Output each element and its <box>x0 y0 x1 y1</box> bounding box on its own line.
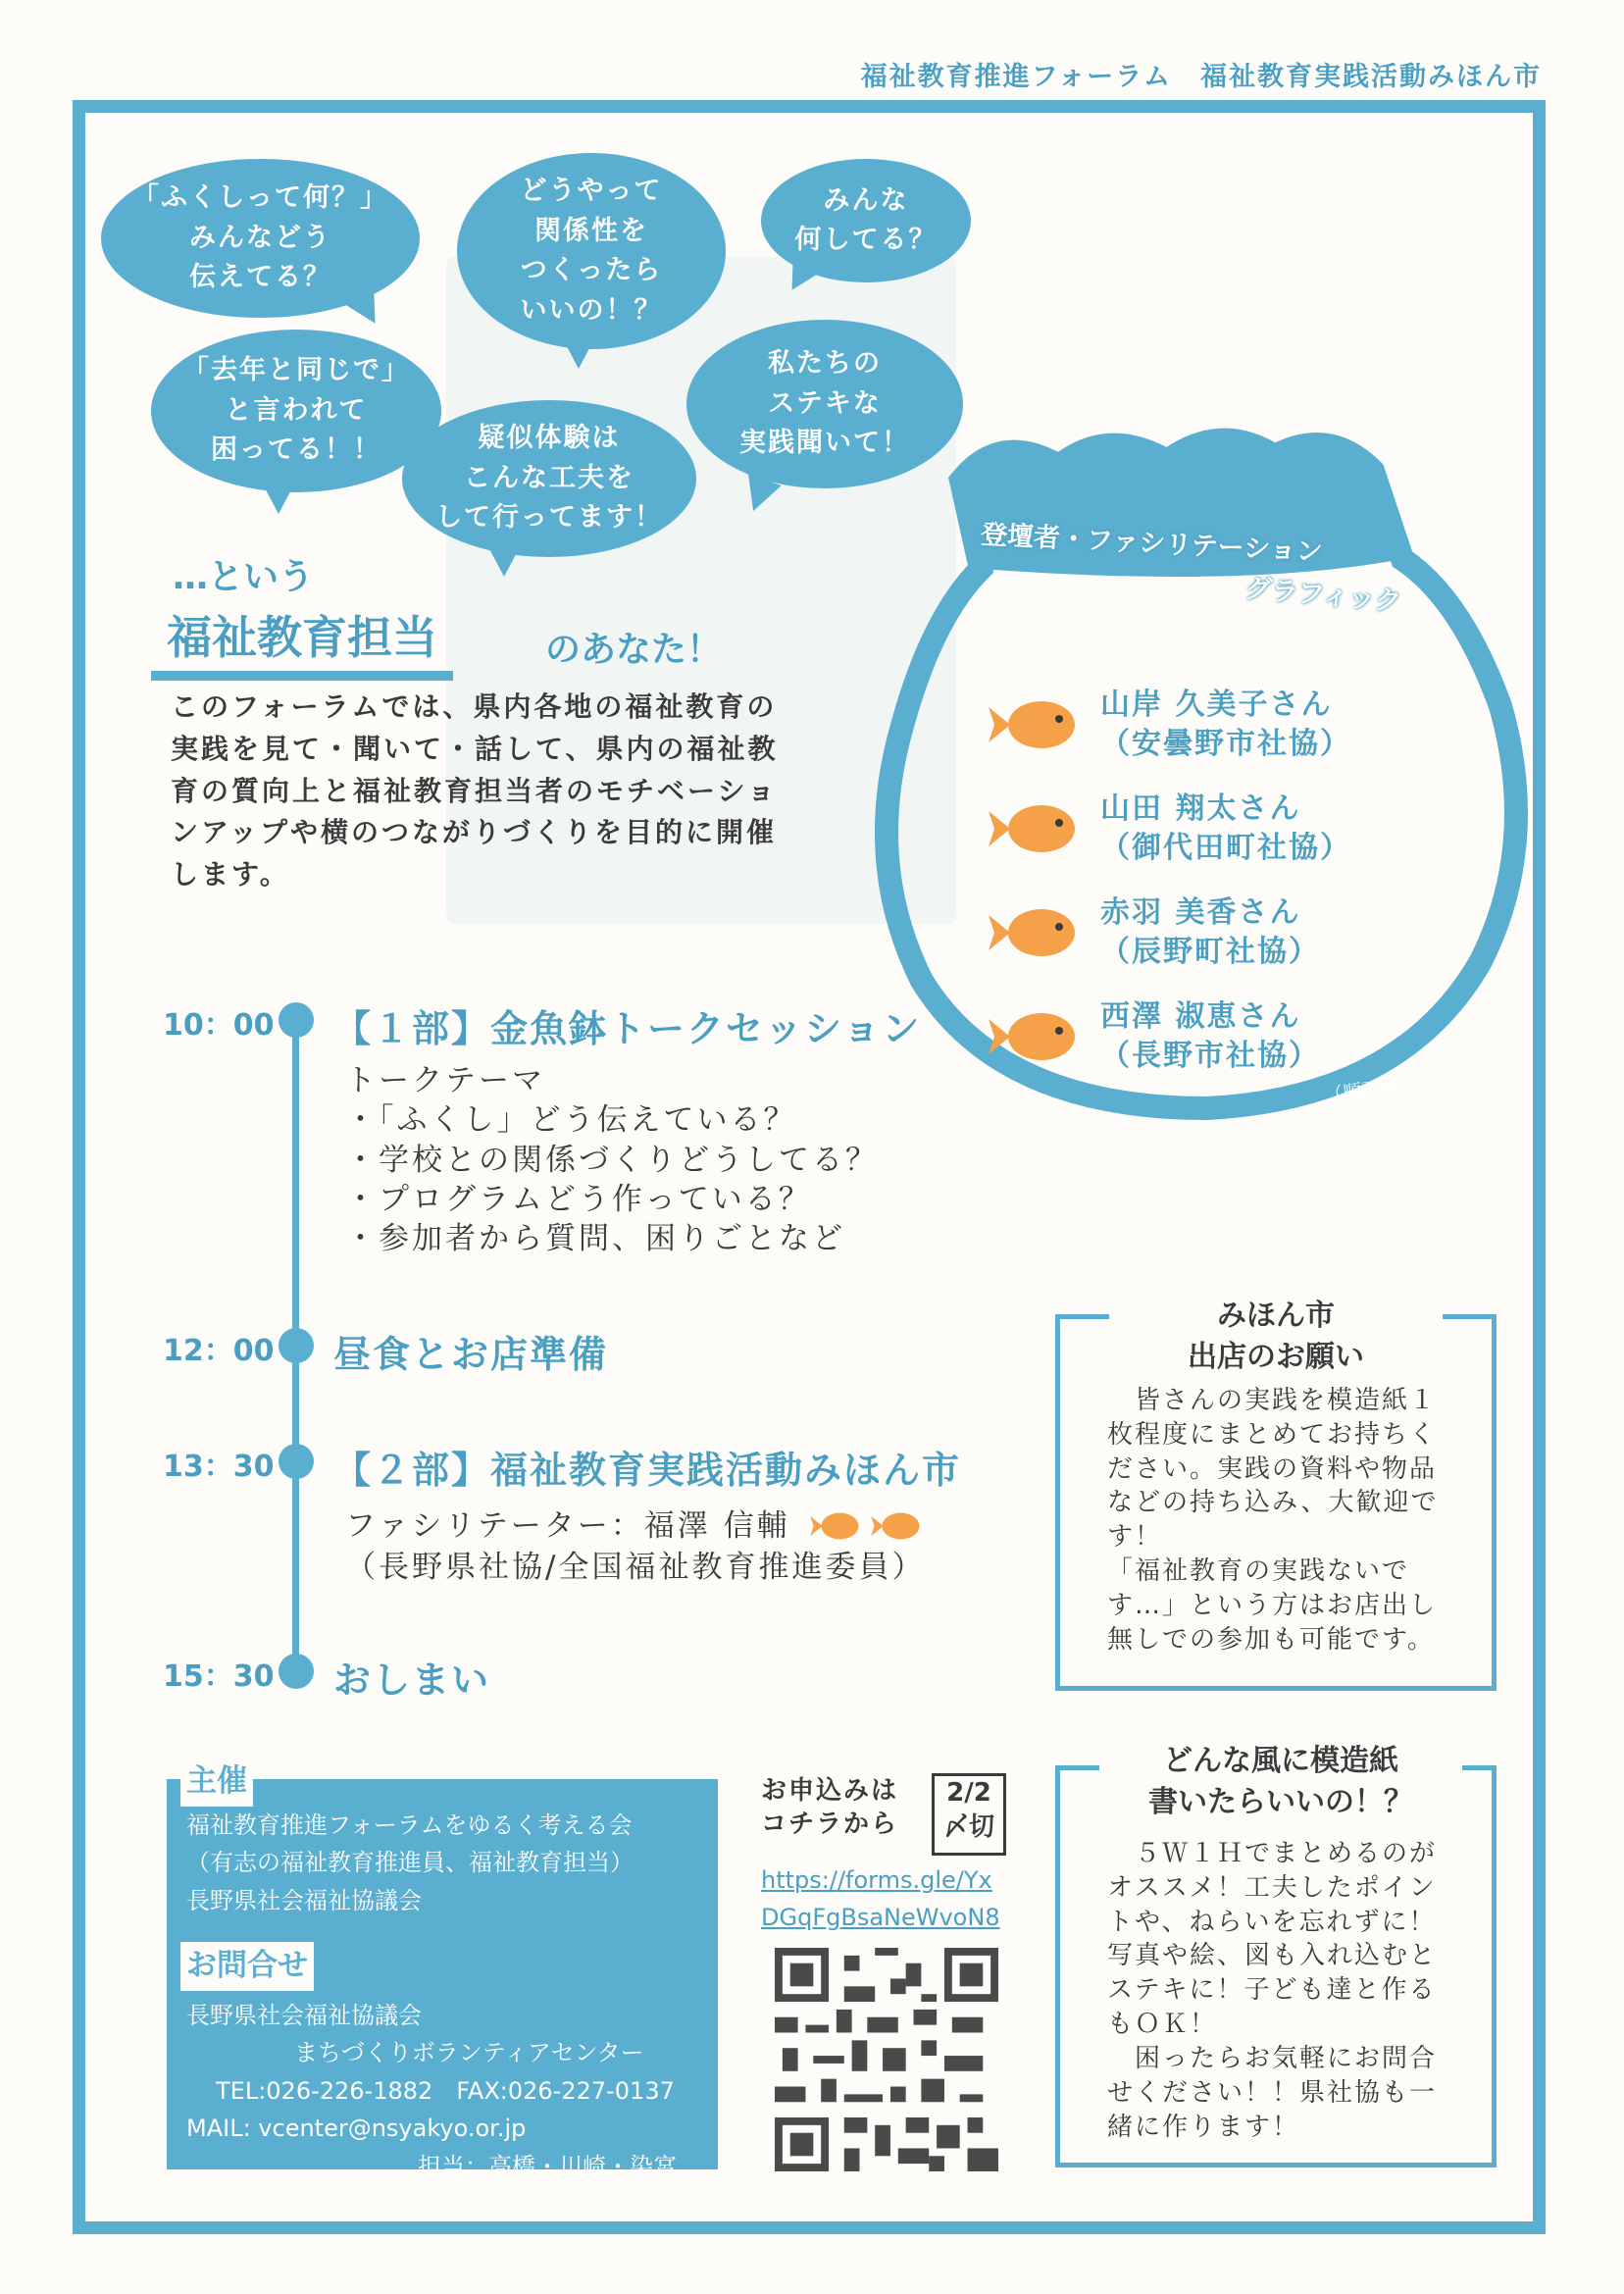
schedule-title: 【１部】金魚鉢トークセッション <box>333 1007 922 1050</box>
request-box-title-line1: みほん市 <box>1217 1299 1335 1333</box>
speaker-name: 山田 翔太さん <box>1100 790 1301 826</box>
schedule-title: 【２部】福祉教育実践活動みほん市 <box>333 1449 962 1492</box>
detail-line: ・参加者から質問、困りごとなど <box>345 1221 845 1257</box>
detail-line: トークテーマ <box>345 1063 545 1098</box>
speaker-name: 赤羽 美香さん <box>1100 894 1301 930</box>
apply-label-line1: お申込みは <box>761 1776 899 1806</box>
apply-url-line1[interactable]: https://forms.gle/Yx <box>761 1866 992 1894</box>
goldfish-icon <box>869 1506 924 1546</box>
apply-url[interactable] <box>761 1861 1000 1937</box>
speaker-org: （安曇野市社協） <box>1100 727 1351 761</box>
timeline-dot <box>279 1328 314 1363</box>
speaker-item <box>985 777 1396 881</box>
timeline-dot <box>279 1654 314 1689</box>
bubble-same-as-last-year: 「去年と同じで」 と言われて 困ってる！！ <box>151 330 441 492</box>
speaker-item <box>985 985 1396 1089</box>
schedule-time: 13：30 <box>163 1450 275 1484</box>
contact-org: 長野県社会福祉協議会 <box>186 2002 422 2029</box>
contact-lines <box>186 1997 696 2185</box>
schedule-title: 昼食とお店準備 <box>333 1333 609 1376</box>
speakers-note: （順不同） <box>1323 1072 1419 1107</box>
speakers-heading <box>980 519 1403 618</box>
speaker-org: （御代田町社協） <box>1100 831 1351 865</box>
organizer-line: （有志の福祉教育推進員、福祉教育担当） <box>186 1849 634 1877</box>
contact-staff: 担当：高橋・川崎・染宮 <box>418 2152 677 2180</box>
speaker-item <box>985 673 1396 777</box>
intro-suffix: のあなた！ <box>545 630 723 670</box>
speaker-org: （長野市社協） <box>1100 1039 1320 1073</box>
apply-url-line2[interactable]: DGqFgBsaNeWvoN8 <box>761 1904 1000 1932</box>
speaker-name: 山岸 久美子さん <box>1100 687 1333 722</box>
request-box-title <box>1109 1296 1443 1378</box>
schedule-time: 10：00 <box>163 1008 275 1043</box>
detail-line: （長野県社協/全国福祉教育推進委員） <box>345 1550 926 1586</box>
bubble-tail <box>486 543 522 577</box>
schedule-details <box>345 1061 879 1258</box>
goldfish-icon <box>985 901 1083 964</box>
page-header-title: 福祉教育推進フォーラム 福祉教育実践活動みほん市 <box>860 62 1542 92</box>
bubble-how-to-build-relations: どうやって 関係性を つくったら いいの！？ <box>457 153 726 349</box>
timeline-dot <box>279 1002 314 1038</box>
bubble-simulation-experience: 疑似体験は こんな工夫を して行ってます！ <box>402 400 696 557</box>
schedule-details <box>345 1506 925 1588</box>
contact-department: まちづくりボランティアセンター <box>294 2039 644 2067</box>
speaker-item <box>985 881 1396 985</box>
contact-label: お問合せ <box>180 1942 314 1991</box>
request-box-body: 皆さんの実践を模造紙１枚程度にまとめてお持ちください。実践の資料や物品などの持ち込み、大歓迎です！ 「福祉教育の実践ないです…」という方はお店出し無しでの参加も可能です。 <box>1107 1386 1439 1655</box>
speaker-org: （辰野町社協） <box>1100 935 1320 969</box>
detail-line: ・「ふくし」どう伝えている？ <box>345 1102 797 1139</box>
speaker-name: 西澤 淑恵さん <box>1100 998 1301 1034</box>
tips-box-title-line1: どんな風に模造紙 <box>1163 1744 1398 1778</box>
apply-label <box>761 1775 898 1842</box>
timeline-dot <box>279 1444 314 1479</box>
goldfish-icon <box>985 1005 1083 1068</box>
speakers-heading-line1: 登壇者・ファシリテーション <box>980 519 1324 568</box>
detail-line: ・学校との関係づくりどうしてる？ <box>345 1142 879 1178</box>
organizer-line: 長野県社会福祉協議会 <box>186 1886 422 1914</box>
bubble-tail <box>561 335 596 369</box>
detail-line: ファシリテーター：福澤 信輔 <box>345 1508 790 1544</box>
tips-box-title <box>1099 1741 1462 1823</box>
request-box <box>1055 1299 1497 1691</box>
intro-role-highlight: 福祉教育担当 <box>151 602 453 681</box>
organizer-lines <box>186 1807 634 1919</box>
deadline-label: 〆切 <box>942 1812 994 1843</box>
schedule-time: 15：30 <box>163 1659 275 1694</box>
goldfish-icon <box>808 1506 863 1546</box>
request-box-title-line2: 出店のお願い <box>1188 1340 1364 1374</box>
qr-code[interactable] <box>775 1948 998 2171</box>
bubble-listen-to-our-practice: 私たちの ステキな 実践聞いて！ <box>686 320 963 488</box>
bubble-tail <box>261 481 296 514</box>
speakers-list <box>985 673 1396 1089</box>
bubble-what-everyone-does: みんな 何してる？ <box>761 159 971 282</box>
schedule-time: 12：00 <box>163 1334 275 1368</box>
contact-panel <box>167 1948 718 2180</box>
intro-body: このフォーラムでは、県内各地の福祉教育の実践を見て・聞いて・話して、県内の福祉教育の質向上と福祉教育担当者のモチベーションアップや横のつながりづくりを目的に開催します。 <box>171 690 779 892</box>
organizer-label: 主催 <box>180 1758 253 1807</box>
organizer-line: 福祉教育推進フォーラムをゆるく考える会 <box>186 1811 633 1839</box>
tips-box-title-line2: 書いたらいいの！？ <box>1148 1785 1413 1819</box>
tips-box <box>1055 1744 1497 2167</box>
apply-label-line2: コチラから <box>761 1809 899 1839</box>
goldfish-icon <box>985 693 1083 756</box>
deadline-date: 2/2 <box>946 1778 991 1808</box>
contact-email[interactable]: MAIL: vcenter@nsyakyo.or.jp <box>186 2115 527 2143</box>
tips-box-body: ５Ｗ１Ｈでまとめるのがオススメ！工夫したポイントや、ねらいを忘れずに！写真や絵、図も入れ込むとステキに！子ども達と作るもＯＫ！ 困ったらお気軽にお問合せください！！県社協も一緒に作ります！ <box>1107 1839 1438 2142</box>
speakers-heading-line2: グラフィック <box>1243 573 1403 618</box>
detail-line: ・プログラムどう作っている？ <box>345 1181 812 1217</box>
bubble-what-is-welfare: 「ふくしって何？」 みんなどう 伝えてる？ <box>101 159 420 318</box>
intro-lead: …という <box>173 557 315 597</box>
goldfish-icon <box>985 797 1083 860</box>
deadline-badge <box>932 1773 1006 1856</box>
contact-phone-fax: TEL:026-226-1882 FAX:026-227-0137 <box>216 2076 675 2105</box>
schedule-title: おしまい <box>333 1658 491 1702</box>
